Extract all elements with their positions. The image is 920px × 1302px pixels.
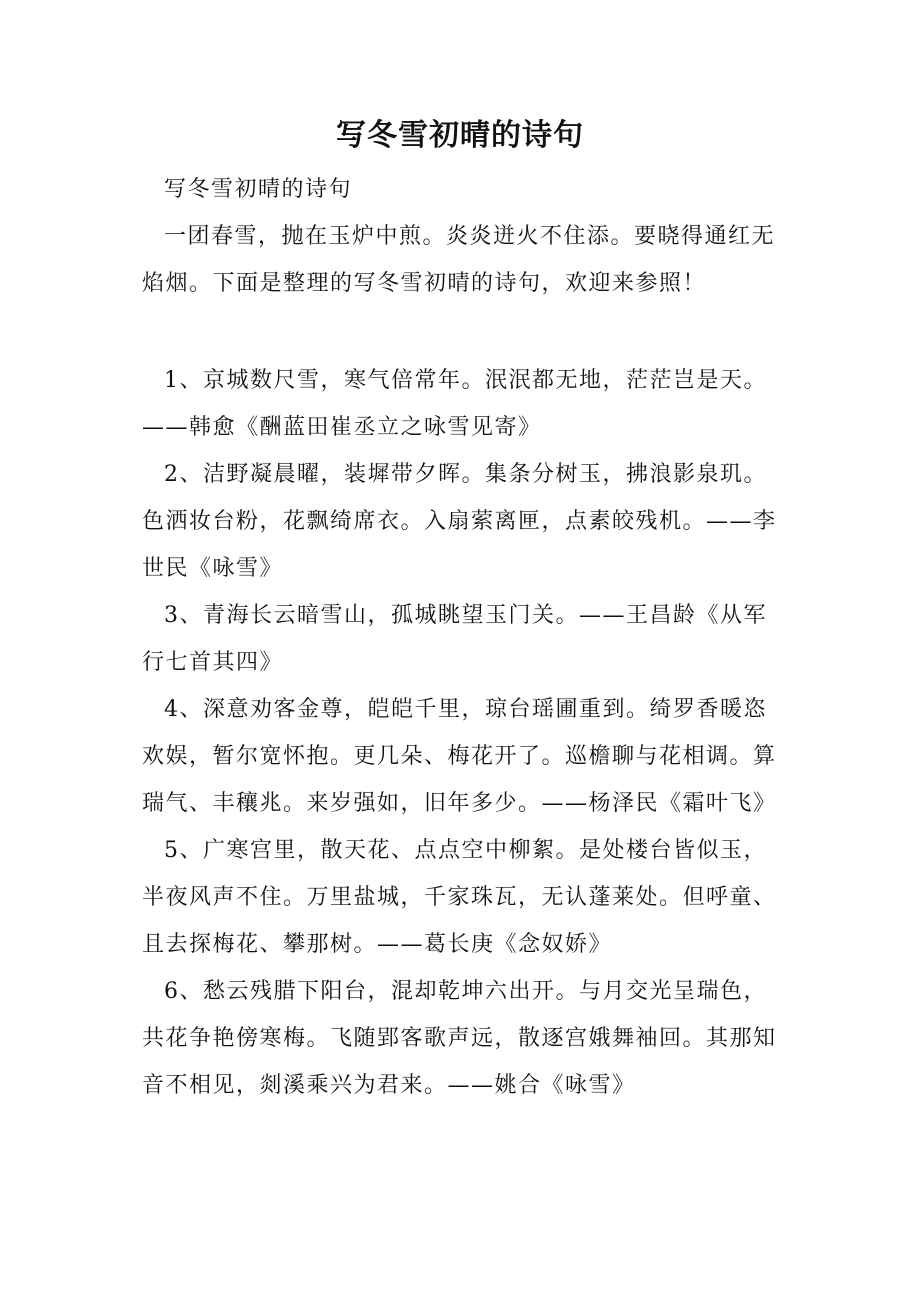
poem-3: 3、青海长云暗雪山，孤城眺望玉门关。——王昌龄《从军行七首其四》 bbox=[142, 603, 767, 675]
intro-paragraph: 一团春雪，抛在玉炉中煎。炎炎迸火不住添。要晓得通红无焰烟。下面是整理的写冬雪初晴的诗句，欢迎来参照！ bbox=[142, 224, 776, 296]
document-body bbox=[142, 166, 790, 1109]
subtitle: 写冬雪初晴的诗句 bbox=[164, 177, 353, 202]
poem-5: 5、广寒宫里，散天花、点点空中柳絮。是处楼台皆似玉，半夜风声不住。万里盐城，千家珠瓦，无认蓬莱处。但呼童、且去探梅花、攀那树。——葛长庚《念奴娇》 bbox=[142, 838, 777, 957]
poem-4: 4、深意劝客金尊，皑皑千里，琼台瑶圃重到。绮罗香暖恣欢娱，暂尔宽怀抱。更几朵、梅花开了。巡檐聊与花相调。算瑞气、丰穰兆。来岁强如，旧年多少。——杨泽民《霜叶飞》 bbox=[142, 697, 777, 816]
page-title: 写冬雪初晴的诗句 bbox=[336, 118, 584, 153]
paragraph-gap bbox=[142, 307, 790, 357]
poem-1: 1、京城数尺雪，寒气倍常年。泯泯都无地，茫茫岂是天。——韩愈《酬蓝田崔丞立之咏雪见寄》 bbox=[142, 368, 767, 440]
poem-2: 2、洁野凝晨曜，装墀带夕晖。集条分树玉，拂浪影泉玑。色洒妆台粉，花飘绮席衣。入扇萦离匣，点素皎残机。——李世民《咏雪》 bbox=[142, 462, 777, 581]
poem-6: 6、愁云残腊下阳台，混却乾坤六出开。与月交光呈瑞色，共花争艳傍寒梅。飞随郢客歌声远，散逐宫娥舞袖回。其那知音不相见，剡溪乘兴为君来。——姚合《咏雪》 bbox=[142, 979, 777, 1098]
